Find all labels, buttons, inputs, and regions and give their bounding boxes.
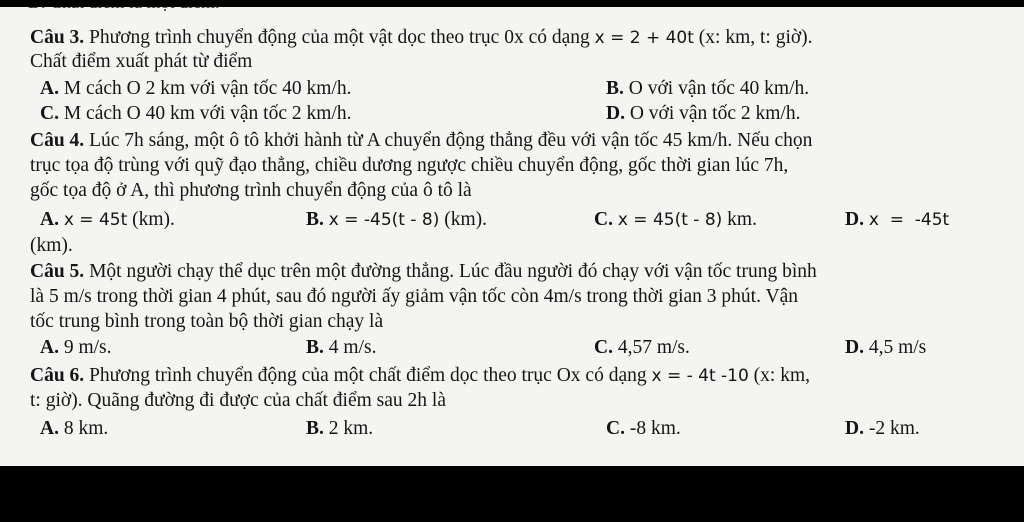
q4-option-a: A. x = 45t (km). (40, 209, 175, 230)
q6-line-2: t: giờ). Quãng đường đi được của chất điểm sau 2h là (30, 390, 446, 411)
q4-line-3: gốc tọa độ ở A, thì phương trình chuyển động của ô tô là (30, 180, 472, 201)
q6-label: Câu 6. (30, 365, 85, 386)
q6-option-d: D. -2 km. (845, 418, 920, 439)
q3-line-1 (30, 28, 813, 48)
q4-option-b: B. x = -45(t - 8) (km). (306, 209, 487, 230)
q6-option-c: C. -8 km. (606, 418, 681, 439)
q4-line-2: trục tọa độ trùng với quỹ đạo thẳng, chiều dương ngược chiều chuyển động, gốc thời gian lúc 7h, (30, 155, 789, 176)
q5-label: Câu 5. (30, 261, 85, 282)
q5-line-3: tốc trung bình trong toàn bộ thời gian chạy là (30, 311, 384, 332)
q5-line-2: là 5 m/s trong thời gian 4 phút, sau đó người ấy giảm vận tốc còn 4m/s trong thời gian 3 phút. Vận (30, 286, 798, 307)
q6-line-1: Câu 6. Phương trình chuyển động của một chất điểm dọc theo trục Ox có dạng x = - 4t -10 (x: km, (30, 365, 811, 386)
q3-text-b: (x: km, t: giờ). (698, 27, 813, 48)
bottom-black-bar (0, 466, 1024, 522)
q4-option-c: C. x = 45(t - 8) km. (594, 209, 757, 230)
q6-option-b: B. 2 km. (306, 418, 374, 439)
q4-label: Câu 4. (30, 130, 85, 151)
q5-option-a: A. 9 m/s. (40, 337, 112, 358)
top-black-bar (0, 0, 1024, 7)
q3-text-a: Phương trình chuyển động của một vật dọc theo trục 0x có dạng (89, 27, 590, 48)
q6-equation: x = - 4t -10 (651, 366, 749, 386)
q5-line-1: Câu 5. Một người chạy thể dục trên một đường thẳng. Lúc đầu người đó chạy với vận tốc trung bình (30, 261, 817, 282)
q5-option-d: D. 4,5 m/s (845, 337, 927, 358)
q4-option-d: D. x = -45t (845, 209, 950, 230)
q3-option-b: B. O với vận tốc 40 km/h. (606, 78, 810, 99)
q5-option-c: C. 4,57 m/s. (594, 337, 690, 358)
q3-option-d: D. O với vận tốc 2 km/h. (606, 103, 801, 124)
q4-option-d-wrap: (km). (30, 235, 73, 256)
q6-option-a: A. 8 km. (40, 418, 109, 439)
q3-option-a: A. M cách O 2 km với vận tốc 40 km/h. (40, 78, 352, 99)
q5-option-b: B. 4 m/s. (306, 337, 377, 358)
q3-option-c: C. M cách O 40 km với vận tốc 2 km/h. (40, 103, 352, 124)
q4-line-1: Câu 4. Lúc 7h sáng, một ô tô khởi hành từ A chuyển động thẳng đều với vận tốc 45 km/h. Nếu chọn (30, 130, 813, 151)
q3-line-2: Chất điểm xuất phát từ điểm (30, 51, 253, 72)
q3-label: Câu 3. (30, 27, 85, 48)
q3-equation: x = 2 + 40t (594, 28, 694, 48)
